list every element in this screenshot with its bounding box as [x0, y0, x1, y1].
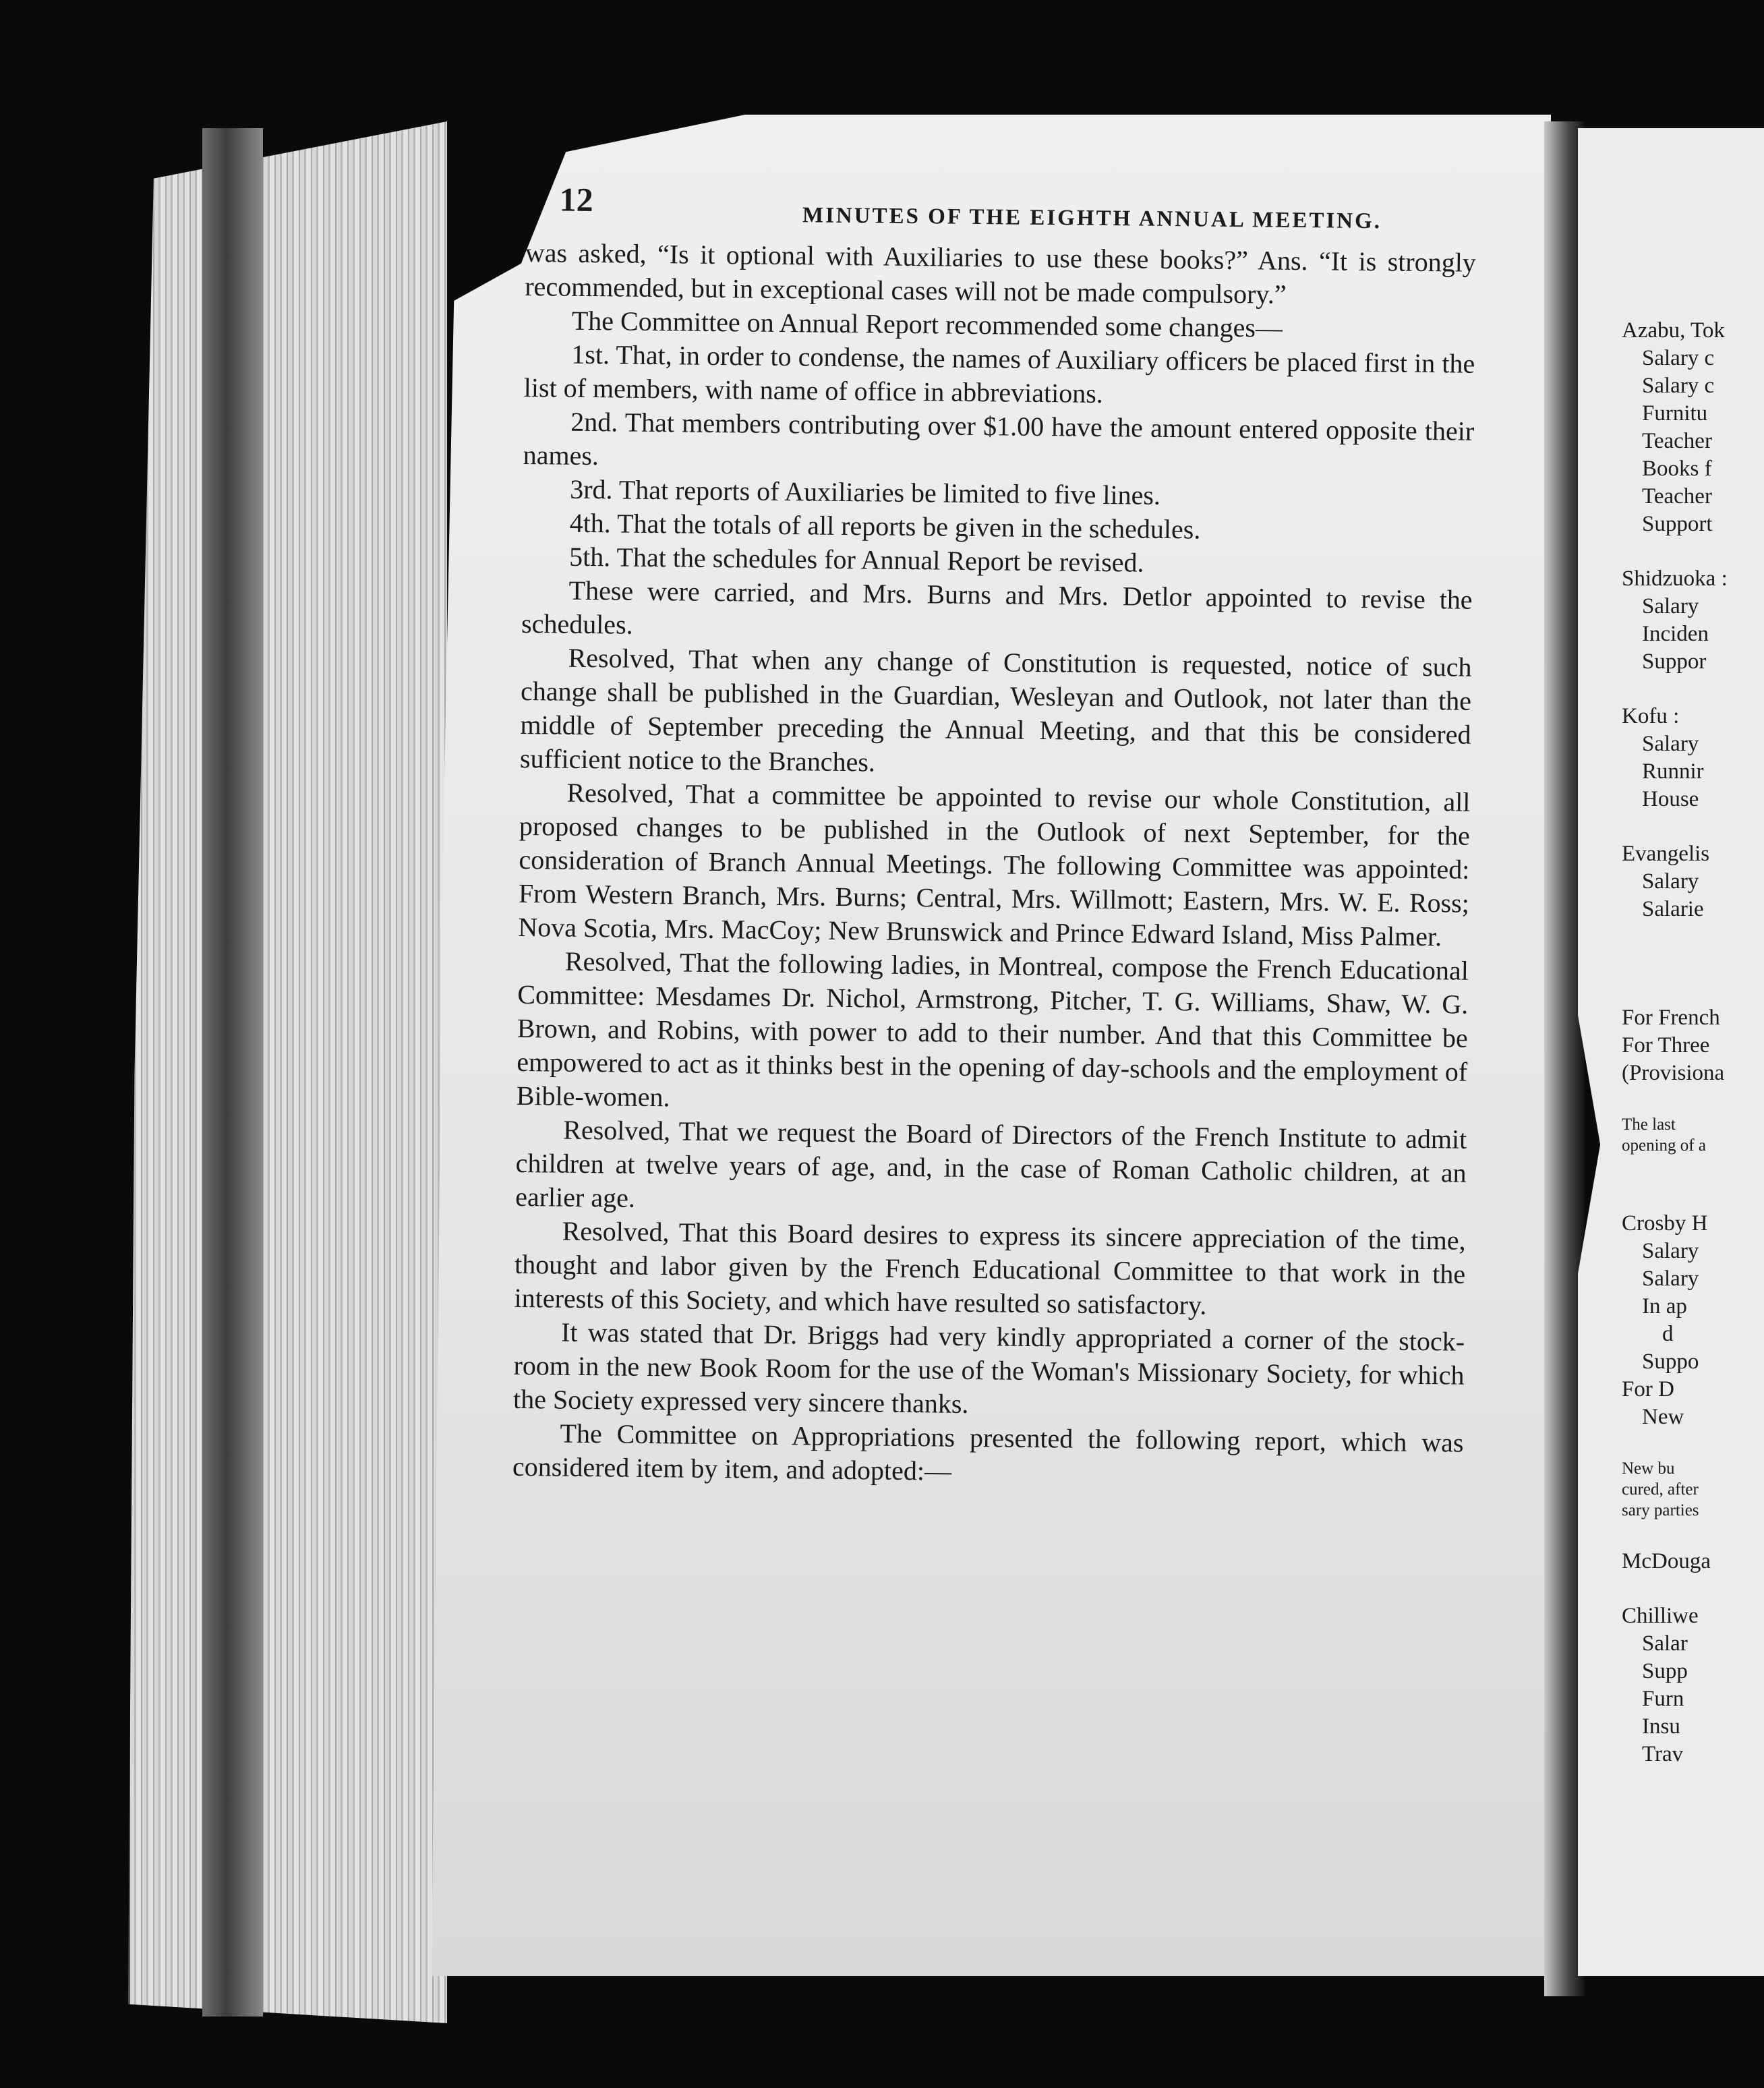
right-page-line: Evangelis — [1622, 842, 1710, 866]
right-page-spacer — [1622, 1156, 1764, 1183]
right-page-line: Suppo — [1642, 1350, 1699, 1374]
right-page-line: Suppor — [1642, 649, 1707, 674]
paragraph: was asked, “Is it optional with Auxiliaries to use these books?” Ans. “It is strongly recommended, but in exceptional cases will not be made compulsory.” — [525, 237, 1477, 310]
paragraph: 5th. That the schedules for Annual Report be revised. — [568, 541, 1144, 578]
right-page-line: Inciden — [1642, 622, 1709, 646]
right-page-line: New — [1642, 1405, 1684, 1429]
right-page-line: For French — [1622, 1006, 1720, 1030]
right-page-line: Furnitu — [1642, 401, 1708, 426]
right-page-spacer — [1622, 676, 1764, 703]
right-page-line: Runnir — [1642, 759, 1704, 784]
right-page-line: Kofu : — [1622, 704, 1680, 728]
right-page-line: Insu — [1642, 1714, 1680, 1739]
page-header — [525, 182, 1477, 246]
paragraph: Resolved, That we request the Board of Directors of the French Institute to admit children at twelve years of age, and, in the case of Roman Catholic children, at an earlier age. — [515, 1114, 1467, 1213]
right-page-line: Teacher — [1642, 484, 1712, 509]
right-page-spacer — [1622, 1431, 1764, 1458]
right-page-line: House — [1642, 787, 1699, 811]
right-page-line: In ap — [1642, 1294, 1687, 1318]
paragraph: The Committee on Annual Report recommended some changes— — [571, 305, 1283, 343]
running-head: MINUTES OF THE EIGHTH ANNUAL MEETING. — [802, 203, 1382, 234]
paragraph: The Committee on Appropriations presented the following report, which was considered item by item, and adopted:— — [512, 1418, 1464, 1486]
right-page-line: Salary c — [1642, 346, 1715, 370]
paragraph: These were carried, and Mrs. Burns and Mrs. Detlor appointed to revise the schedules. — [521, 575, 1473, 640]
paragraph: 3rd. That reports of Auxiliaries be limited to five lines. — [570, 473, 1161, 511]
right-page-spacer — [1622, 1575, 1764, 1602]
right-page-line: Trav — [1642, 1742, 1684, 1766]
paragraph: Resolved, That when any change of Constitution is requested, notice of such change shall be published in the Guardian, Wesleyan and Outlook, not later than the middle of September preceding the Annual Meeting, and that this be considered sufficient notice to the Branches. — [519, 642, 1472, 778]
right-page-line: Supp — [1642, 1659, 1688, 1683]
page-block-edges — [128, 121, 447, 2023]
right-page-line: New bu — [1622, 1459, 1675, 1478]
right-page-line: Salarie — [1642, 897, 1704, 921]
page-number: 12 — [559, 180, 594, 219]
right-page-line: sary parties — [1622, 1501, 1699, 1519]
right-page-line: Shidzuoka : — [1622, 567, 1728, 591]
right-page-line: McDouga — [1622, 1549, 1711, 1573]
right-page-spacer — [1622, 977, 1764, 1004]
right-page-line: Crosby H — [1622, 1211, 1708, 1236]
right-page-line: Salary — [1642, 1239, 1699, 1263]
right-page-line: d — [1662, 1322, 1674, 1346]
right-page-line: Salary — [1642, 869, 1699, 894]
right-page-line: Books f — [1642, 457, 1712, 481]
right-page-line: The last — [1622, 1115, 1676, 1134]
right-page-line: Support — [1642, 512, 1713, 536]
right-page-line: Salary — [1642, 1267, 1699, 1291]
right-page-line: Salary — [1642, 594, 1699, 618]
right-page-spacer — [1622, 950, 1764, 977]
right-page-line: For D — [1622, 1377, 1674, 1401]
right-page-spacer — [1622, 813, 1764, 840]
paragraph: It was stated that Dr. Briggs had very kindly appropriated a corner of the stock-room in the new Book Room for the use of the Woman's Missionary Society, for which the Society expressed very sincere thanks. — [512, 1316, 1465, 1419]
paragraph: 4th. That the totals of all reports be given in the schedules. — [569, 507, 1201, 545]
right-page-spacer — [1622, 1521, 1764, 1548]
right-page-line: Salary c — [1642, 374, 1715, 398]
right-page-spacer — [1622, 1087, 1764, 1114]
right-page-line: Teacher — [1642, 429, 1712, 453]
paragraph: 1st. That, in order to condense, the names of Auxiliary officers be placed first in the list of members, with name of office in abbreviations. — [523, 339, 1475, 409]
right-page-spacer — [1622, 1183, 1764, 1210]
right-page-spacer — [1622, 538, 1764, 565]
right-page-line: Furn — [1642, 1687, 1684, 1711]
paragraph: Resolved, That the following ladies, in Montreal, compose the French Educational Committee: Mesdames Dr. Nichol, Armstrong, Pitcher, T. G. Williams, Shaw, W. G. Brown, and Robins, with power to add to their number. And that this Committee be empowered to act as it thinks best in the opening of day-schools and the employment of Bible-women. — [516, 946, 1469, 1113]
paragraph: Resolved, That a committee be appointed to revise our whole Constitution, all proposed changes to be published in the Outlook of next September, for the consideration of Branch Annual Meetings. The following Committee was appointed: From Western Branch, Mrs. Burns; Central, Mrs. Willmott; Eastern, Mrs. W. E. Ross; Nova Scotia, Mrs. MacCoy; New Brunswick and Prince Edward Island, Miss Palmer. — [518, 777, 1471, 952]
paragraph: Resolved, That this Board desires to express its sincere appreciation of the time, thought and labor given by the French Educational Committee to that work in the interests of this Society, and which have resulted so satisfactory. — [514, 1215, 1466, 1321]
right-page-line: (Provisiona — [1622, 1061, 1725, 1085]
right-page-line: For Three — [1622, 1033, 1710, 1057]
right-page-text-fragments — [1622, 317, 1764, 1768]
right-page-line: Chilliwe — [1622, 1604, 1699, 1628]
right-page-line: opening of a — [1622, 1136, 1706, 1155]
binding-shadow — [202, 128, 263, 2017]
right-page-line: Salar — [1642, 1631, 1688, 1656]
right-page-spacer — [1622, 923, 1764, 950]
right-page-line: Salary — [1642, 732, 1699, 756]
right-page-line: Azabu, Tok — [1622, 318, 1725, 343]
right-page-line: cured, after — [1622, 1480, 1699, 1499]
left-page-text — [512, 182, 1477, 1494]
paragraph: 2nd. That members contributing over $1.00 have the amount entered opposite their names. — [523, 406, 1475, 471]
